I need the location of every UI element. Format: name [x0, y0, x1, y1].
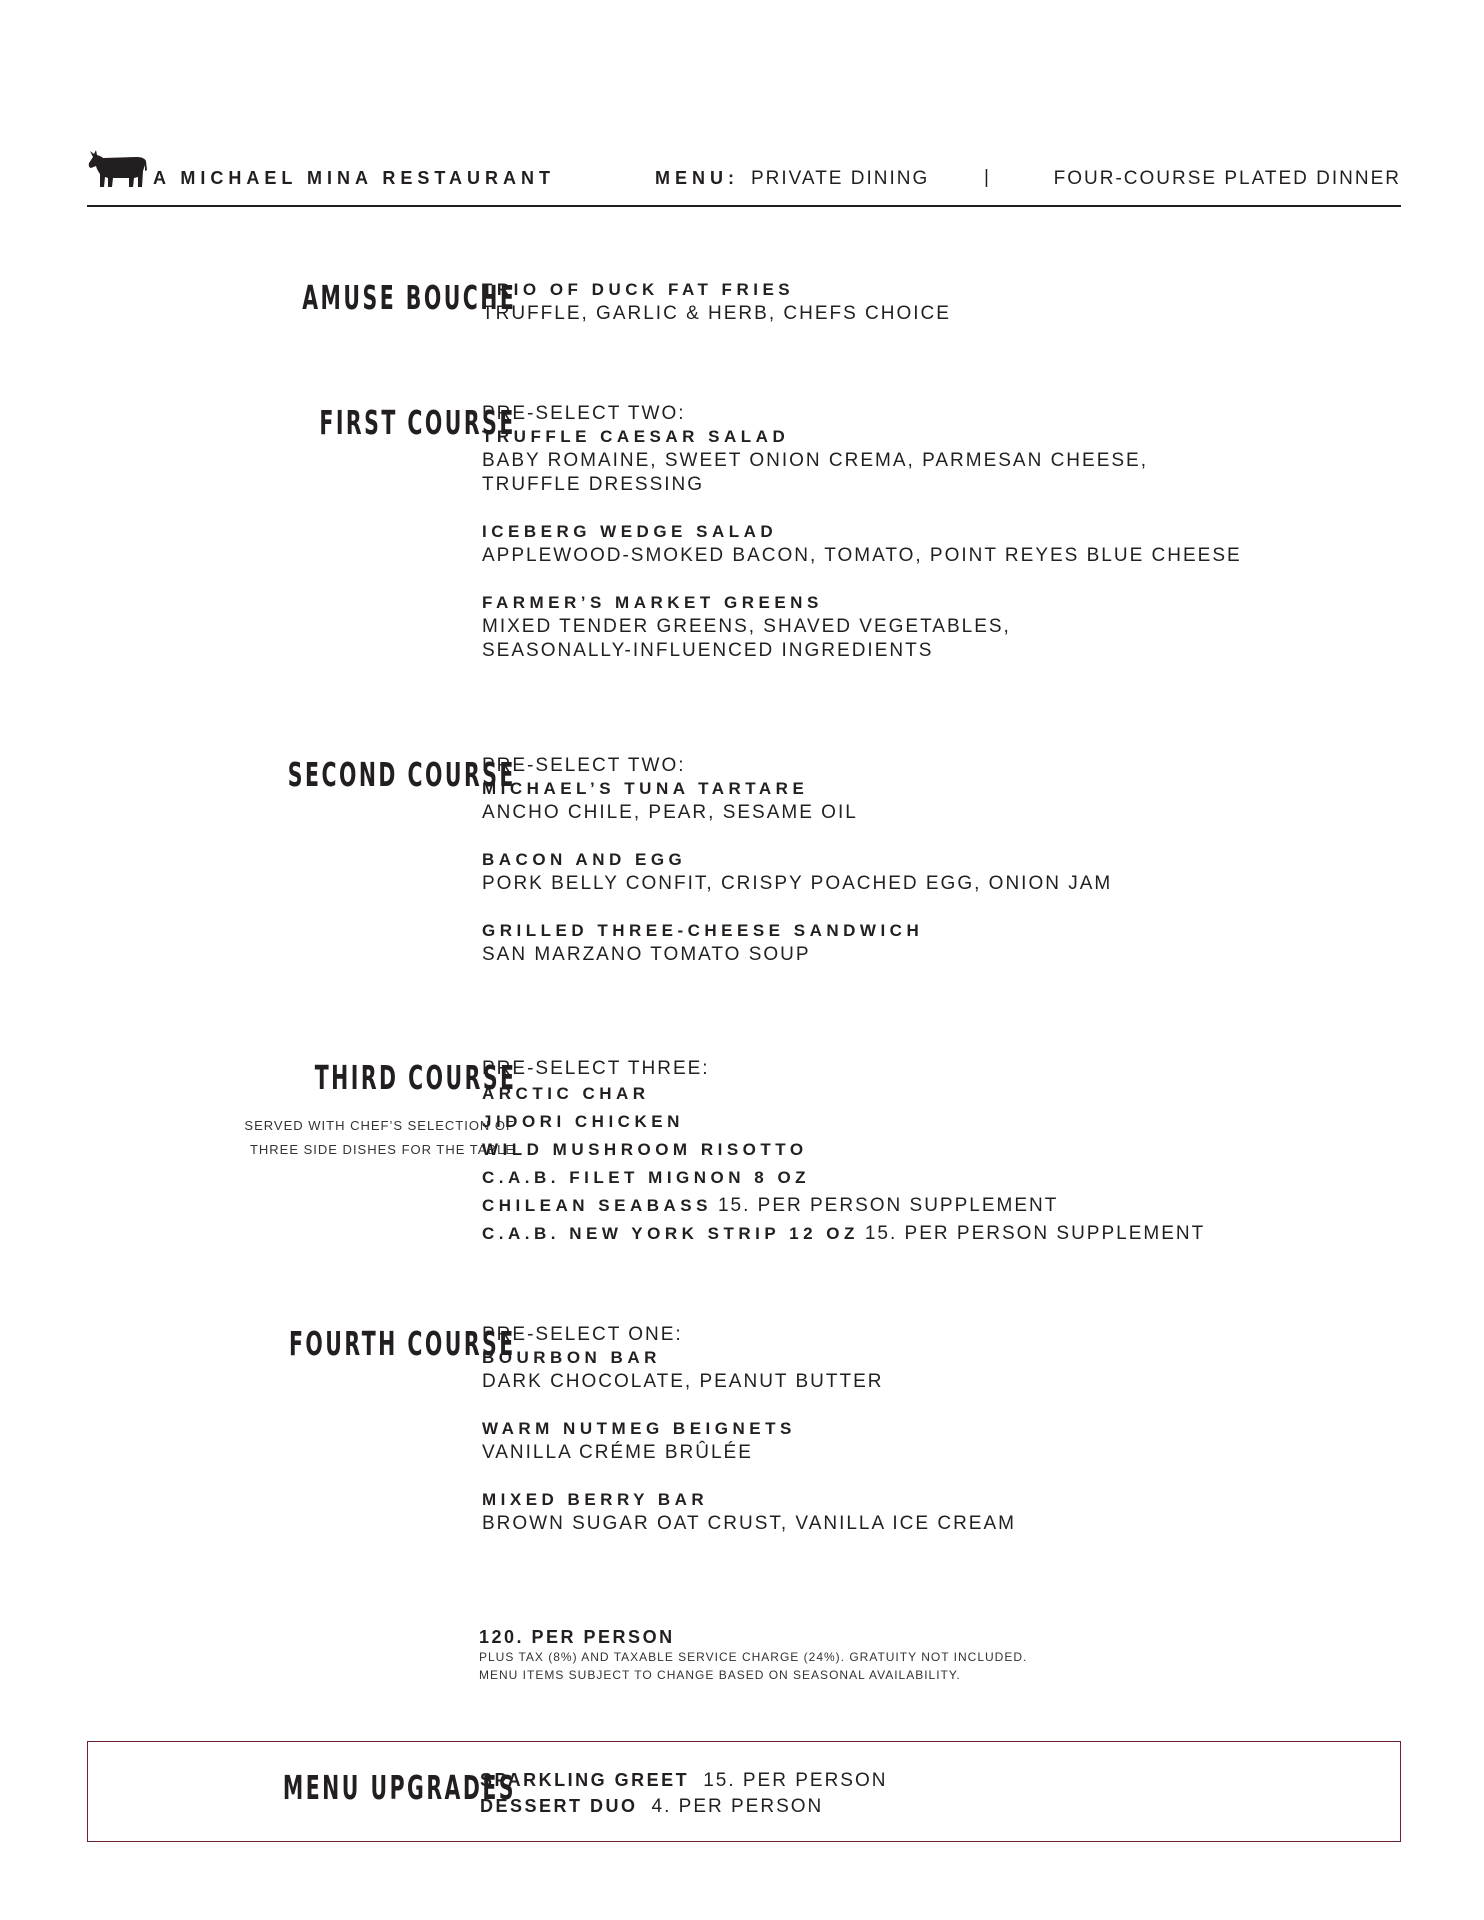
upgrade-name: SPARKLING GREET	[480, 1770, 690, 1790]
course-content	[482, 278, 1397, 349]
menu-upgrades-box	[87, 1741, 1401, 1842]
menu-item	[482, 520, 1397, 568]
dish-description: DARK CHOCOLATE, PEANUT BUTTER	[482, 1371, 884, 1392]
dish-description: MIXED TENDER GREENS, SHAVED VEGETABLES,	[482, 616, 1011, 637]
menu-item	[482, 1346, 1397, 1394]
dish-name: ICEBERG WEDGE SALAD	[482, 522, 778, 541]
entree-option	[482, 1192, 1397, 1220]
dish-description: TRUFFLE DRESSING	[482, 474, 705, 495]
course-content	[482, 403, 1397, 686]
brand-name: A MICHAEL MINA RESTAURANT	[153, 168, 555, 188]
dish-name: C.A.B. NEW YORK STRIP 12 OZ	[482, 1224, 859, 1243]
dish-name: TRUFFLE CAESAR SALAD	[482, 427, 790, 446]
entree-option	[482, 1080, 1397, 1108]
dish-name: WARM NUTMEG BEIGNETS	[482, 1419, 796, 1438]
dish-description: ANCHO CHILE, PEAR, SESAME OIL	[482, 802, 858, 823]
header-rule	[87, 205, 1401, 207]
dish-name: WILD MUSHROOM RISOTTO	[482, 1140, 808, 1159]
menu-item	[482, 777, 1397, 825]
dish-name: GRILLED THREE-CHEESE SANDWICH	[482, 921, 924, 940]
course-content	[482, 1324, 1397, 1559]
dish-name: MICHAEL’S TUNA TARTARE	[482, 779, 809, 798]
menu-header	[87, 148, 1401, 206]
preselect-label: PRE-SELECT TWO:	[482, 403, 686, 424]
header-separator: |	[984, 167, 989, 188]
bull-icon	[87, 148, 149, 188]
course-title: FIRST COURSE	[319, 403, 516, 442]
entree-option	[482, 1136, 1397, 1164]
dish-description: PORK BELLY CONFIT, CRISPY POACHED EGG, ONION JAM	[482, 873, 1113, 894]
course-note-line: SERVED WITH CHEF’S SELECTION OF	[244, 1118, 515, 1133]
supplement-price: 15. PER PERSON SUPPLEMENT	[717, 1195, 1059, 1216]
entree-option	[482, 1108, 1397, 1136]
fine-print: PLUS TAX (8%) AND TAXABLE SERVICE CHARGE (24%). GRATUITY NOT INCLUDED.	[479, 1650, 1028, 1664]
dish-description: BROWN SUGAR OAT CRUST, VANILLA ICE CREAM	[482, 1513, 1016, 1534]
upgrade-item	[480, 1768, 887, 1794]
dish-name: JIDORI CHICKEN	[482, 1112, 684, 1131]
menu-item	[482, 1417, 1397, 1465]
dish-description: SAN MARZANO TOMATO SOUP	[482, 944, 811, 965]
preselect-label: PRE-SELECT TWO:	[482, 755, 686, 776]
fine-print: MENU ITEMS SUBJECT TO CHANGE BASED ON SEASONAL AVAILABILITY.	[479, 1668, 961, 1682]
course-note	[244, 1114, 515, 1162]
course-title: SECOND COURSE	[287, 755, 516, 794]
menu-type: PRIVATE DINING	[751, 168, 930, 189]
menu-item	[482, 591, 1397, 663]
dish-name: C.A.B. FILET MIGNON 8 OZ	[482, 1168, 811, 1187]
course-note-line: THREE SIDE DISHES FOR THE TABLE	[249, 1142, 515, 1157]
upgrade-name: DESSERT DUO	[480, 1796, 638, 1816]
upgrade-item	[480, 1794, 887, 1820]
menu-item	[482, 919, 1397, 967]
dish-description: VANILLA CRÉME BRÛLÉE	[482, 1442, 753, 1463]
pricing-block	[479, 1626, 1379, 1684]
menu-item	[482, 1488, 1397, 1536]
course-title: AMUSE BOUCHE	[301, 278, 516, 317]
dish-description: SEASONALLY-INFLUENCED INGREDIENTS	[482, 640, 934, 661]
upgrade-price: 4. PER PERSON	[651, 1796, 824, 1817]
course-title: FOURTH COURSE	[289, 1324, 516, 1363]
dish-name: BACON AND EGG	[482, 850, 687, 869]
entree-option	[482, 1220, 1397, 1248]
dish-description: APPLEWOOD-SMOKED BACON, TOMATO, POINT REYES BLUE CHEESE	[482, 545, 1242, 566]
dish-name: BOURBON BAR	[482, 1348, 661, 1367]
menu-format: FOUR-COURSE PLATED DINNER	[1053, 168, 1401, 189]
dish-description: BABY ROMAINE, SWEET ONION CREMA, PARMESAN CHEESE,	[482, 450, 1148, 471]
dish-description: TRUFFLE, GARLIC & HERB, CHEFS CHOICE	[482, 303, 951, 324]
supplement-price: 15. PER PERSON SUPPLEMENT	[864, 1223, 1206, 1244]
menu-item	[482, 848, 1397, 896]
menu-item	[482, 425, 1397, 497]
menu-item	[482, 278, 1397, 326]
dish-name: TRIO OF DUCK FAT FRIES	[482, 280, 795, 299]
price-per-person: 120. PER PERSON	[479, 1627, 675, 1647]
menu-label: MENU:	[655, 168, 739, 188]
course-title: THIRD COURSE	[314, 1058, 516, 1097]
course-content	[482, 1058, 1397, 1248]
entree-option	[482, 1164, 1397, 1192]
dish-name: ARCTIC CHAR	[482, 1084, 650, 1103]
dish-name: MIXED BERRY BAR	[482, 1490, 709, 1509]
preselect-label: PRE-SELECT ONE:	[482, 1324, 683, 1345]
course-content	[482, 755, 1397, 990]
upgrade-price: 15. PER PERSON	[703, 1770, 888, 1791]
upgrade-list	[480, 1768, 887, 1820]
dish-name: FARMER’S MARKET GREENS	[482, 593, 823, 612]
dish-name: CHILEAN SEABASS	[482, 1196, 712, 1215]
upgrades-title: MENU UPGRADES	[282, 1768, 516, 1807]
preselect-label: PRE-SELECT THREE:	[482, 1058, 710, 1079]
